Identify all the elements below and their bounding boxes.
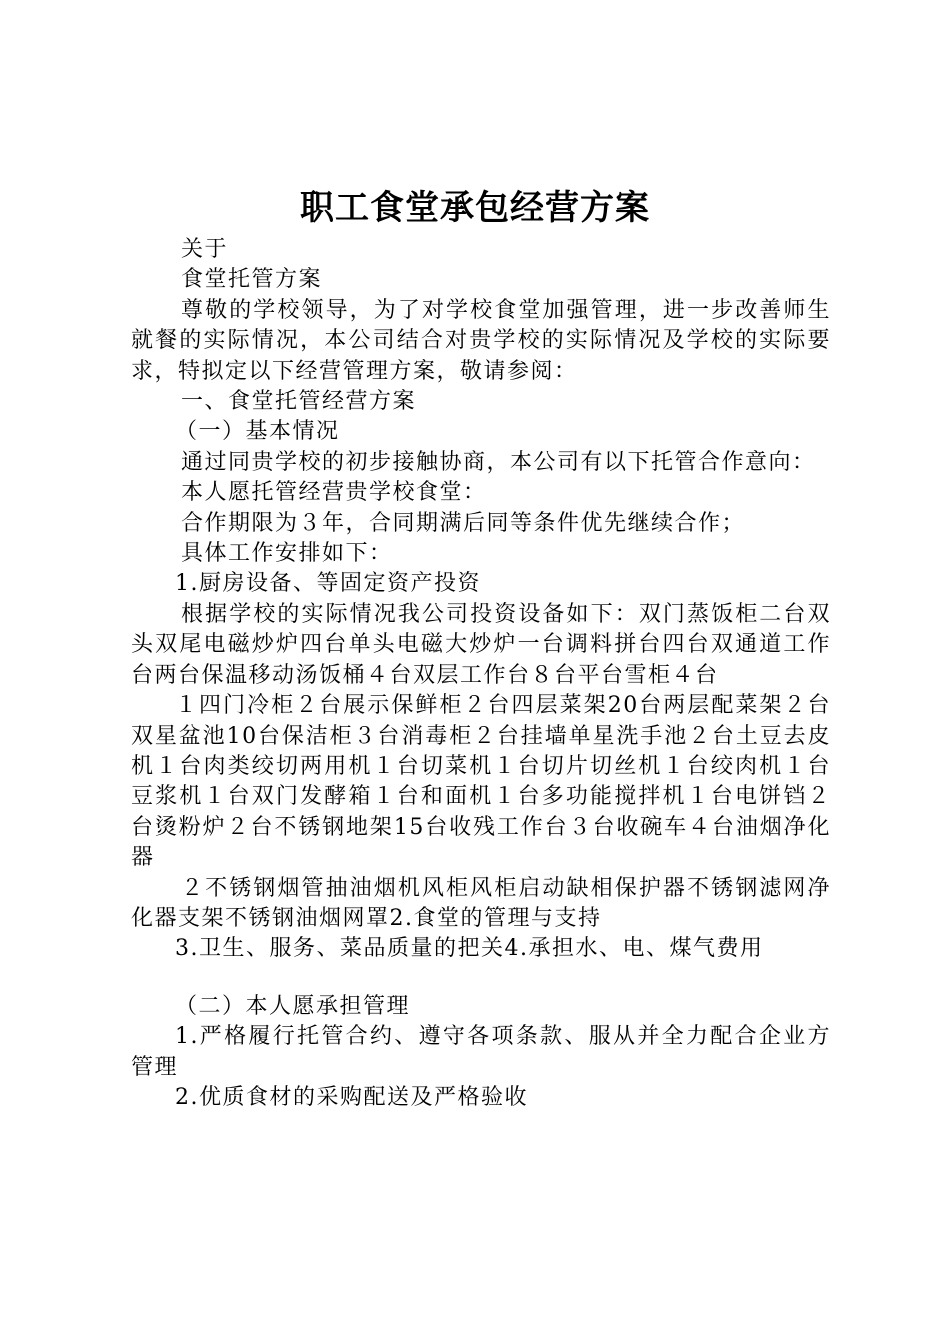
subsection-heading-basic: （一）基本情况 <box>175 419 340 445</box>
paragraph-term: 合作期限为３年，合同期满后同等条件优先继续合作； <box>181 510 746 536</box>
paragraph-equipment-1: 根据学校的实际情况我公司投资设备如下：双门蒸饭柜二台双头双尾电磁炒炉四台单头电磁大炒炉一台调料拼台四台双通道工作台两台保温移动汤饭桶４台双层工作台８台平台雪柜４台 <box>131 601 831 688</box>
list-item-contract: 1.严格履行托管合约、遵守各项条款、服从并全力配合企业方管理 <box>131 1024 831 1080</box>
paragraph-subtitle: 食堂托管方案 <box>181 267 323 293</box>
list-item-equipment: 1.厨房设备、等固定资产投资 <box>175 571 481 597</box>
document-title: 职工食堂承包经营方案 <box>300 188 650 228</box>
paragraph-equipment-2: １四门冷柜２台展示保鲜柜２台四层菜架20台两层配菜架２台双星盆池10台保洁柜３台消毒柜２台挂墙单星洗手池２台土豆去皮机１台肉类绞切两用机１台切菜机１台切片切丝机１台绞肉机１台豆浆机１台双门发酵箱１台和面机１台多功能搅拌机１台电饼铛２台烫粉炉２台不锈钢地架15台收残工作台３台收碗车４台油烟净化器 <box>131 693 831 871</box>
document-body <box>131 235 831 1113</box>
paragraph-equipment-3: ２不锈钢烟管抽油烟机风柜风柜启动缺相保护器不锈钢滤网净化器支架不锈钢油烟网罩2.食堂的管理与支持 <box>131 875 831 931</box>
paragraph-intent: 通过同贵学校的初步接触协商，本公司有以下托管合作意向： <box>181 449 816 475</box>
paragraph-about: 关于 <box>181 237 229 262</box>
paragraph-willing: 本人愿托管经营贵学校食堂： <box>181 480 487 506</box>
paragraph-salutation: 尊敬的学校领导，为了对学校食堂加强管理，进一步改善师生就餐的实际情况，本公司结合对贵学校的实际情况及学校的实际要求，特拟定以下经营管理方案，敬请参阅： <box>131 297 831 384</box>
list-item-procurement: 2.优质食材的采购配送及严格验收 <box>175 1084 528 1110</box>
section-heading-1: 一、食堂托管经营方案 <box>181 389 417 415</box>
subsection-heading-management: （二）本人愿承担管理 <box>175 993 411 1019</box>
list-item-quality: 3.卫生、服务、菜品质量的把关4.承担水、电、煤气费用 <box>175 936 764 962</box>
paragraph-arrangement: 具体工作安排如下： <box>181 541 393 567</box>
